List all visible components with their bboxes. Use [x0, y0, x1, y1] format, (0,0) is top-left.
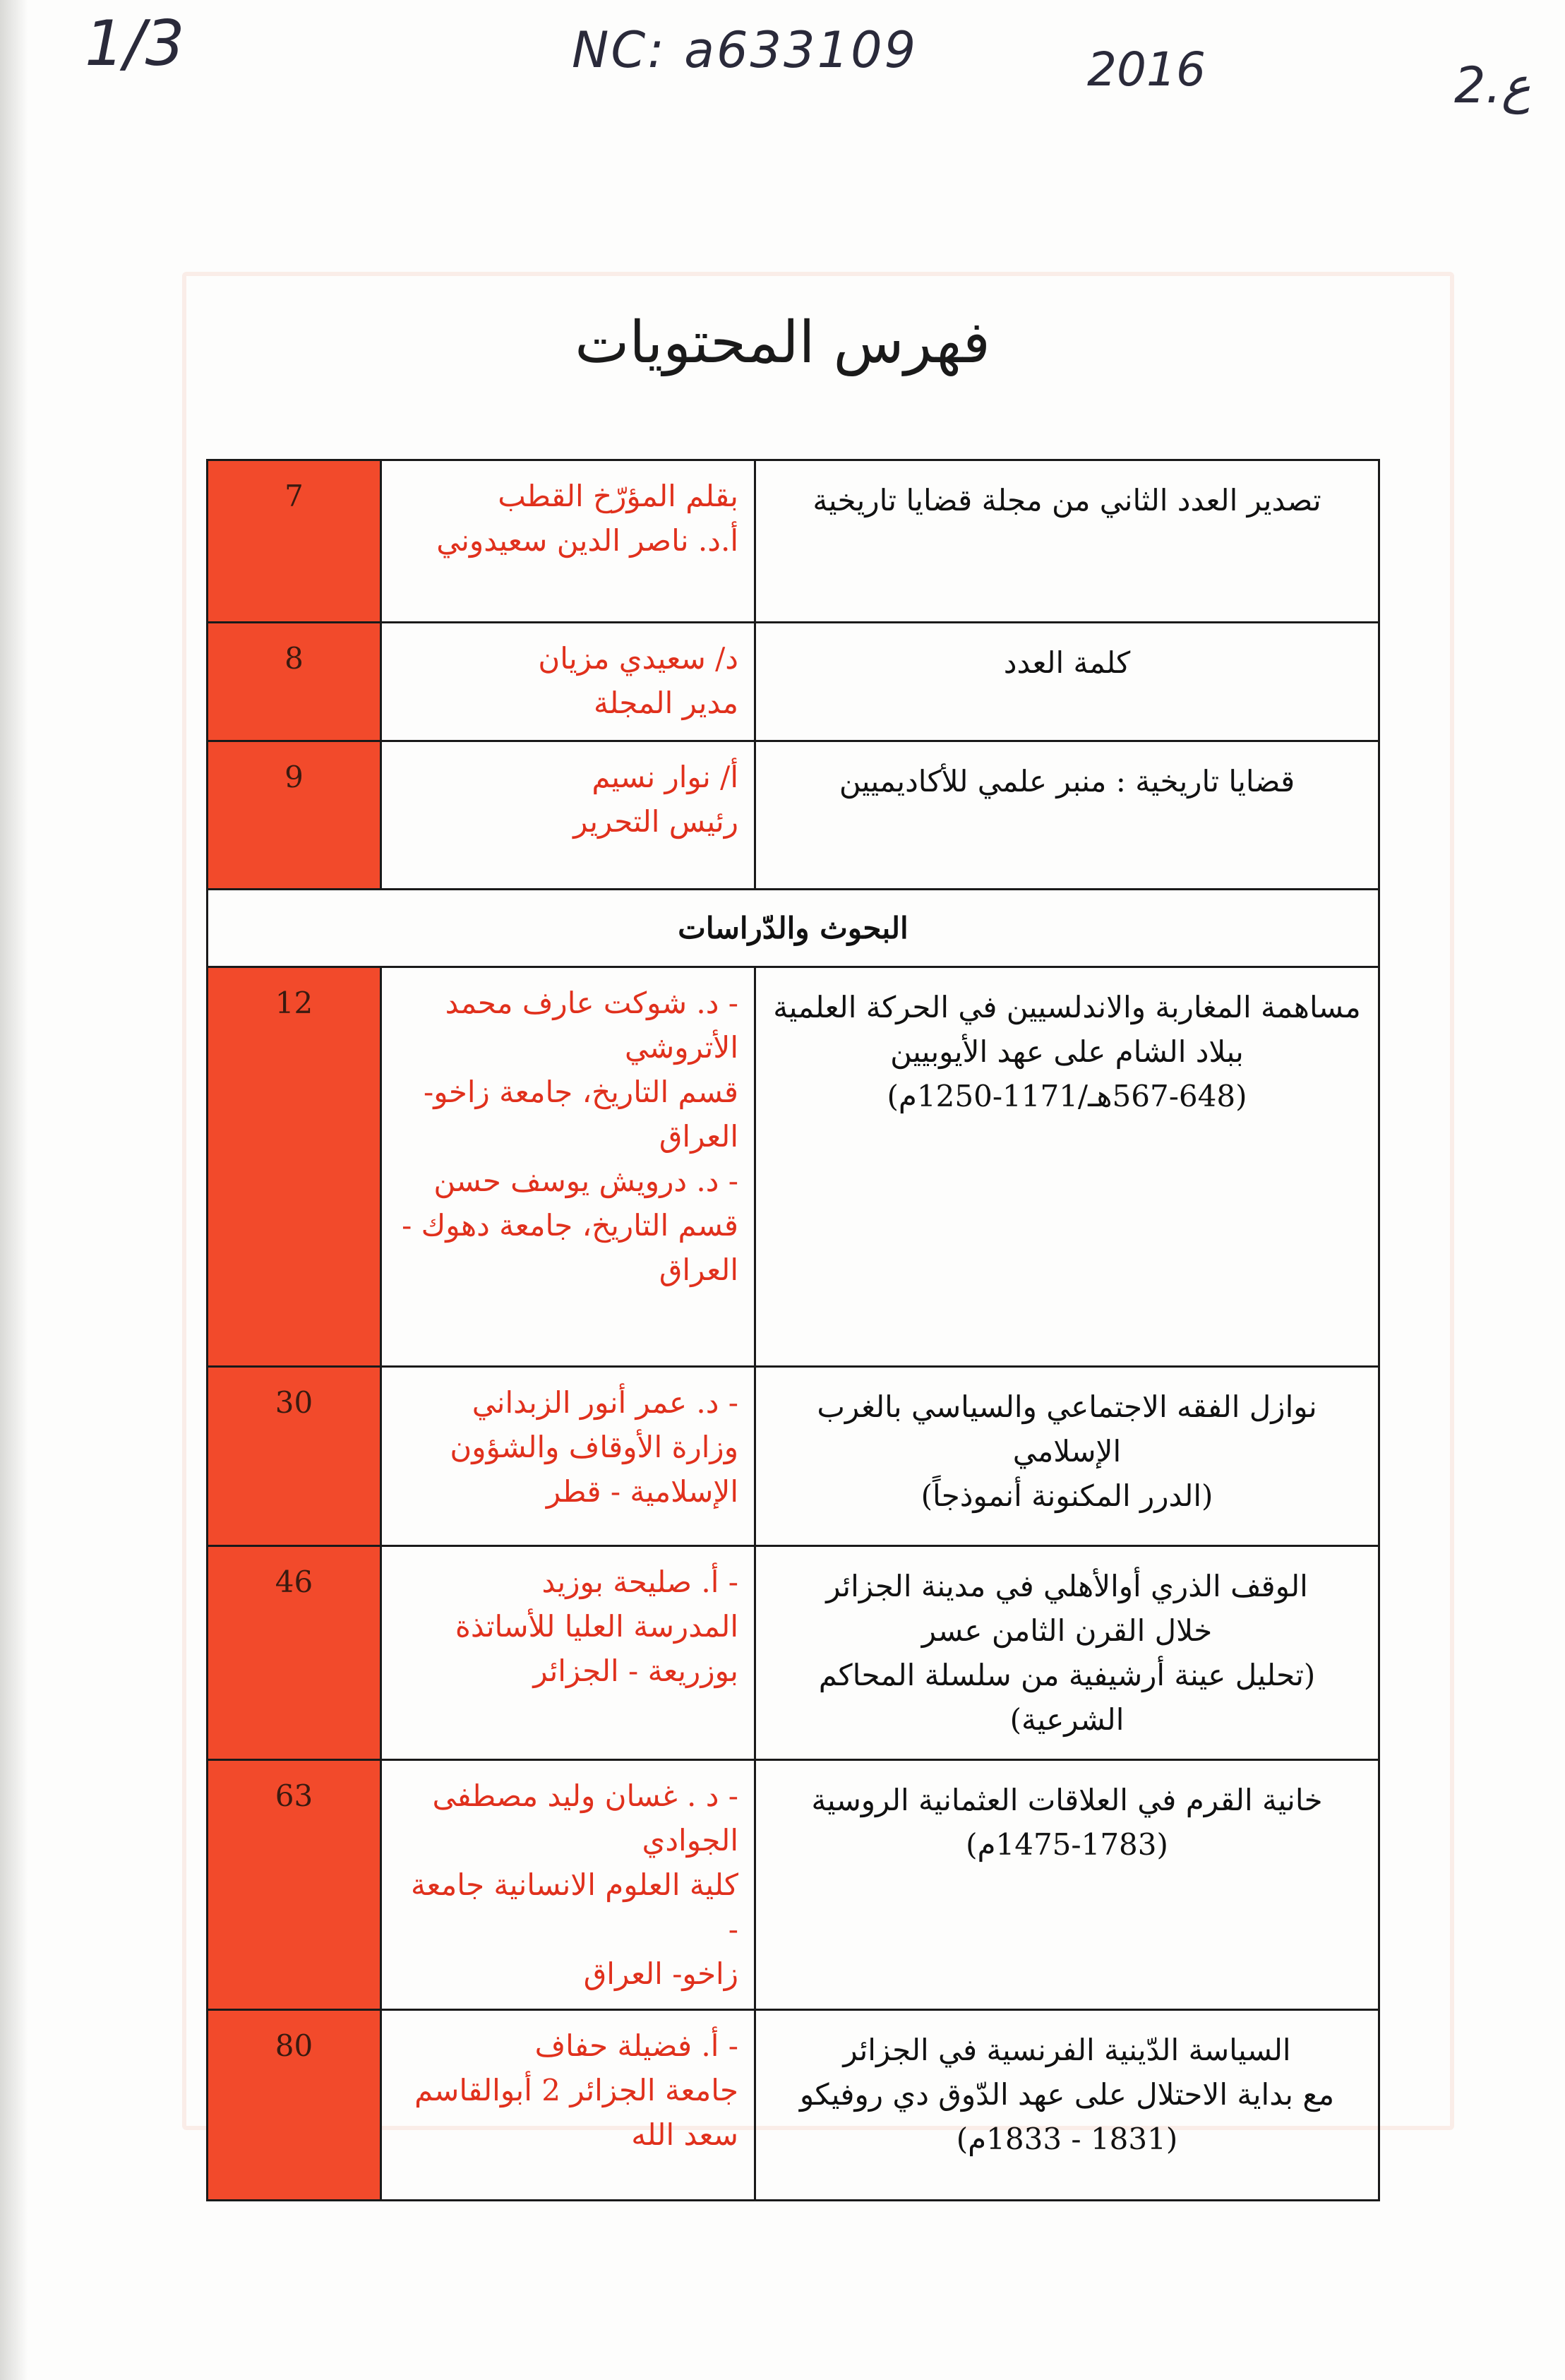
text-line: الإسلامية - قطر [546, 1474, 738, 1509]
contents-row [208, 741, 1379, 890]
text-line: زاخو- العراق [583, 1956, 738, 1991]
article-author [381, 967, 755, 1367]
text-line: بوزريعة - الجزائر [533, 1654, 738, 1688]
page-number: 7 [208, 460, 381, 623]
contents-row [208, 1367, 1379, 1546]
text-line: قسم التاريخ، جامعة زاخو- [424, 1075, 738, 1109]
text-line: جامعة الجزائر 2 أبوالقاسم [414, 2073, 738, 2107]
handwritten-fraction: 1/3 [85, 7, 185, 80]
text-line: (1475-1783م) [966, 1827, 1168, 1862]
text-line: - د. شوكت عارف محمد [445, 986, 738, 1020]
section-row [208, 890, 1379, 967]
article-author [381, 623, 755, 741]
section-heading: البحوث والدّراسات [208, 890, 1379, 967]
contents-row [208, 460, 1379, 623]
page-number: 8 [208, 623, 381, 741]
page-title: فهرس المحتويات [575, 309, 990, 376]
text-line: وزارة الأوقاف والشؤون [450, 1430, 738, 1464]
contents-row [208, 967, 1379, 1367]
handwritten-reference: NC: a633109 [572, 21, 918, 79]
page-number: 63 [208, 1760, 381, 2010]
text-line: (567-648هـ/1171-1250م) [887, 1079, 1247, 1113]
handwritten-code: ع.2 [1454, 56, 1531, 114]
text-line: (تحليل عينة أرشيفية من سلسلة المحاكم الشرعية) [818, 1658, 1316, 1737]
contents-row [208, 623, 1379, 741]
article-author [381, 2010, 755, 2201]
text-line: السياسة الدّينية الفرنسية في الجزائر [843, 2033, 1291, 2067]
contents-table [206, 459, 1380, 2201]
article-title [755, 1367, 1379, 1546]
article-title [755, 1546, 1379, 1760]
text-line: - د . غسان وليد مصطفى [432, 1778, 738, 1813]
text-line: كلمة العدد [1003, 645, 1131, 680]
article-author [381, 741, 755, 890]
text-line: خانية القرم في العلاقات العثمانية الروسية [811, 1783, 1323, 1817]
text-line: مع بداية الاحتلال على عهد الدّوق دي روفيكو [799, 2077, 1335, 2112]
text-line: رئيس التحرير [573, 804, 738, 839]
text-line: قضايا تاريخية : منبر علمي للأكاديميين [839, 764, 1295, 799]
text-line: العراق [659, 1119, 738, 1154]
article-author [381, 1760, 755, 2010]
article-title [755, 1760, 1379, 2010]
text-line: أ/ نوار نسيم [592, 760, 738, 794]
article-title [755, 741, 1379, 890]
article-author [381, 1546, 755, 1760]
article-title [755, 2010, 1379, 2201]
article-title [755, 967, 1379, 1367]
article-title [755, 460, 1379, 623]
page-number: 30 [208, 1367, 381, 1546]
page-number: 46 [208, 1546, 381, 1760]
text-line: الوقف الذري أوالأهلي في مدينة الجزائر [826, 1569, 1308, 1603]
text-line: مساهمة المغاربة والاندلسيين في الحركة العلمية [773, 990, 1361, 1024]
text-line: (1831 - 1833م) [956, 2122, 1178, 2156]
page-number: 80 [208, 2010, 381, 2201]
text-line: ببلاد الشام على عهد الأيوبيين [890, 1034, 1244, 1069]
text-line: - أ. صليحة بوزيد [541, 1565, 738, 1599]
article-author [381, 1367, 755, 1546]
article-title [755, 623, 1379, 741]
text-line: - أ. فضيلة حفاف [534, 2028, 738, 2063]
text-line: العراق [659, 1252, 738, 1287]
article-author [381, 460, 755, 623]
text-line: د/ سعيدي مزيان [538, 641, 738, 676]
text-line: المدرسة العليا للأساتذة [455, 1609, 738, 1644]
text-line: سعد الله [631, 2117, 738, 2152]
contents-row [208, 1546, 1379, 1760]
page-number: 9 [208, 741, 381, 890]
text-line: تصدير العدد الثاني من مجلة قضايا تاريخية [813, 483, 1321, 518]
text-line: (الدرر المكنونة أنموذجاً) [921, 1478, 1213, 1513]
text-line: بقلم المؤرّخ القطب [498, 479, 738, 513]
text-line: قسم التاريخ، جامعة دهوك - [402, 1208, 738, 1243]
text-line: الأتروشي [625, 1030, 738, 1065]
text-line: أ.د. ناصر الدين سعيدوني [436, 523, 738, 558]
handwritten-date: 2016 [1087, 42, 1206, 97]
text-line: - د. عمر أنور الزبداني [472, 1385, 738, 1420]
text-line: - د. درويش يوسف حسن [433, 1164, 738, 1198]
text-line: خلال القرن الثامن عسر [921, 1613, 1213, 1648]
page-number: 12 [208, 967, 381, 1367]
text-line: الجوادي [642, 1823, 738, 1858]
contents-row [208, 2010, 1379, 2201]
text-line: كلية العلوم الانسانية جامعة - [411, 1867, 738, 1947]
text-line: مدير المجلة [593, 686, 738, 720]
contents-row [208, 1760, 1379, 2010]
text-line: نوازل الفقه الاجتماعي والسياسي بالغرب الإسلامي [817, 1389, 1317, 1469]
